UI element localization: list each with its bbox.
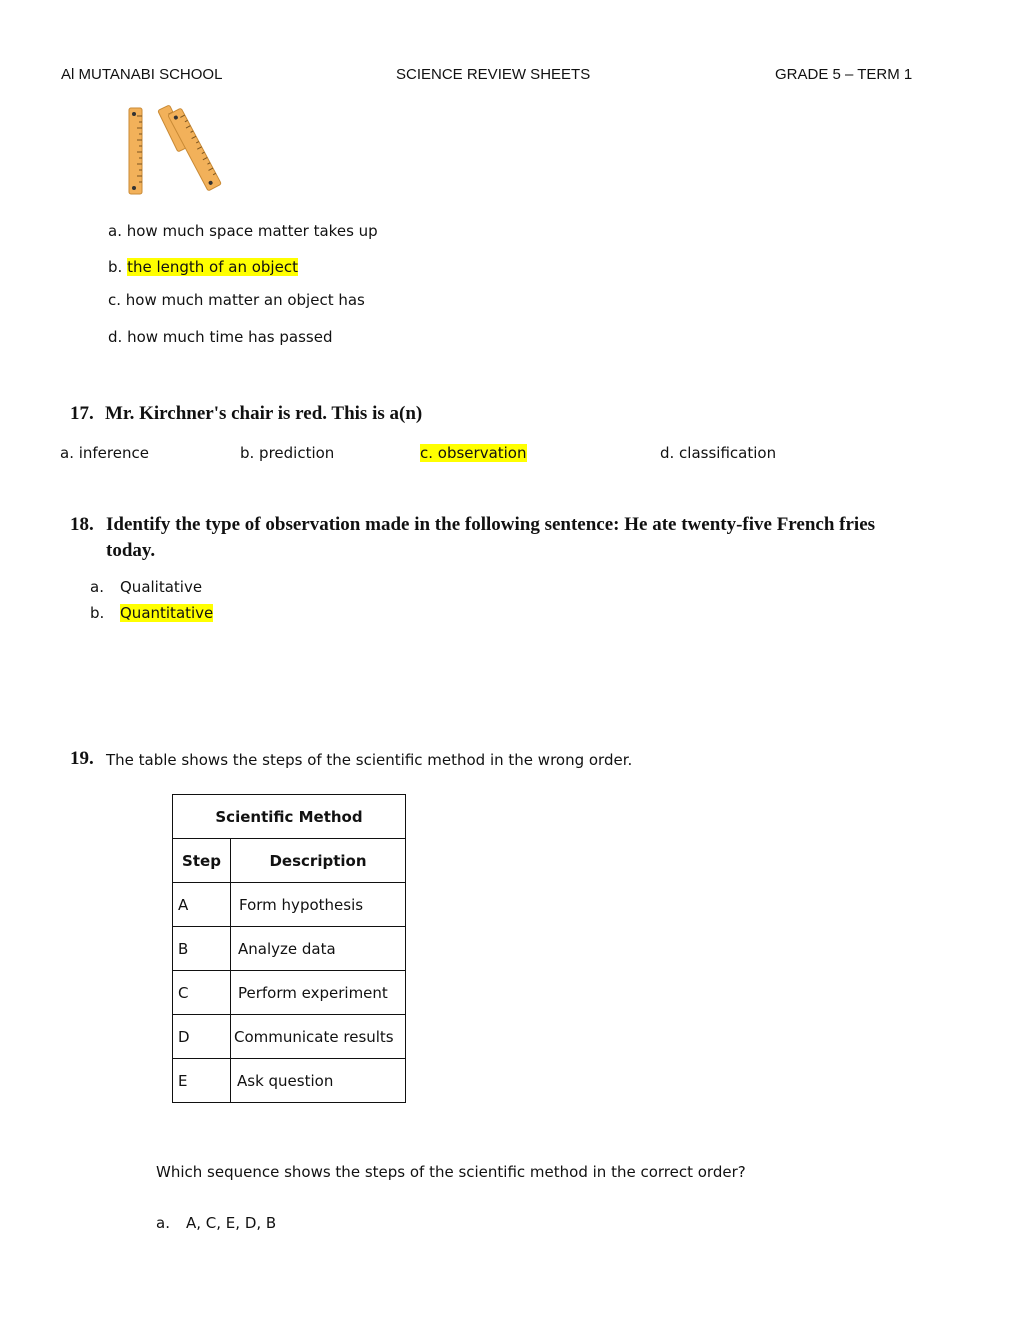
q19-intro: The table shows the steps of the scientific method in the wrong order. (106, 751, 633, 769)
q18-option-a (90, 578, 202, 596)
table-row (173, 927, 406, 971)
q18-option-b (90, 604, 213, 622)
q18-option-a-text: Qualitative (120, 578, 203, 596)
header-title: SCIENCE REVIEW SHEETS (396, 66, 591, 83)
q17-question: Mr. Kirchner's chair is red. This is a(n) (105, 403, 423, 424)
q16-option-a-text: how much space matter takes up (126, 222, 378, 240)
q17-option-d: d. classification (660, 444, 777, 462)
table-row (173, 1059, 406, 1103)
row-step: C (173, 971, 231, 1015)
q16-option-a (108, 222, 378, 240)
q19-option-a-text: A, C, E, D, B (186, 1214, 277, 1232)
q19-number: 19. (70, 748, 94, 769)
header-grade: GRADE 5 – TERM 1 (775, 66, 913, 83)
row-desc: Communicate results (231, 1015, 406, 1059)
col-desc-header: Description (231, 839, 406, 883)
header-school: Al MUTANABI SCHOOL (61, 66, 223, 83)
q18-question-line2: today. (106, 540, 156, 561)
row-step: E (173, 1059, 231, 1103)
q18-question-line1: Identify the type of observation made in the following sentence: He ate twenty-five French fries (106, 514, 876, 535)
q16-option-c (108, 291, 365, 309)
q19-option-a (156, 1214, 276, 1232)
ruler-icon (124, 104, 224, 196)
scientific-method-table (172, 794, 406, 1103)
q16-option-c-text: how much matter an object has (125, 291, 365, 309)
q19-option-a-letter: a. (156, 1214, 170, 1232)
q16-option-b (108, 258, 298, 276)
q16-option-a-letter: a. (108, 222, 122, 240)
q18-option-a-letter: a. (90, 578, 104, 596)
q16-option-d (108, 328, 332, 346)
table-header-row (173, 839, 406, 883)
table-row (173, 971, 406, 1015)
row-step: B (173, 927, 231, 971)
table-title: Scientific Method (173, 795, 406, 839)
q16-option-d-text: how much time has passed (127, 328, 333, 346)
row-desc: Form hypothesis (231, 883, 406, 927)
q17-number: 17. (70, 403, 94, 424)
q16-option-c-letter: c. (108, 291, 122, 309)
col-step-header: Step (173, 839, 231, 883)
table-row (173, 1015, 406, 1059)
q16-option-b-text: the length of an object (127, 258, 298, 276)
q16-option-d-letter: d. (108, 328, 123, 346)
table-row (173, 883, 406, 927)
q18-number: 18. (70, 514, 94, 535)
q19-prompt: Which sequence shows the steps of the scientific method in the correct order? (156, 1163, 746, 1181)
q17-option-b: b. prediction (240, 444, 335, 462)
q16-option-b-letter: b. (108, 258, 123, 276)
row-desc: Analyze data (231, 927, 406, 971)
q18-option-b-letter: b. (90, 604, 105, 622)
q17-option-a: a. inference (60, 444, 149, 462)
row-desc: Ask question (231, 1059, 406, 1103)
row-step: A (173, 883, 231, 927)
q17-option-c: c. observation (420, 444, 527, 462)
q18-option-b-text: Quantitative (120, 604, 214, 622)
table-title-row (173, 795, 406, 839)
row-step: D (173, 1015, 231, 1059)
row-desc: Perform experiment (231, 971, 406, 1015)
